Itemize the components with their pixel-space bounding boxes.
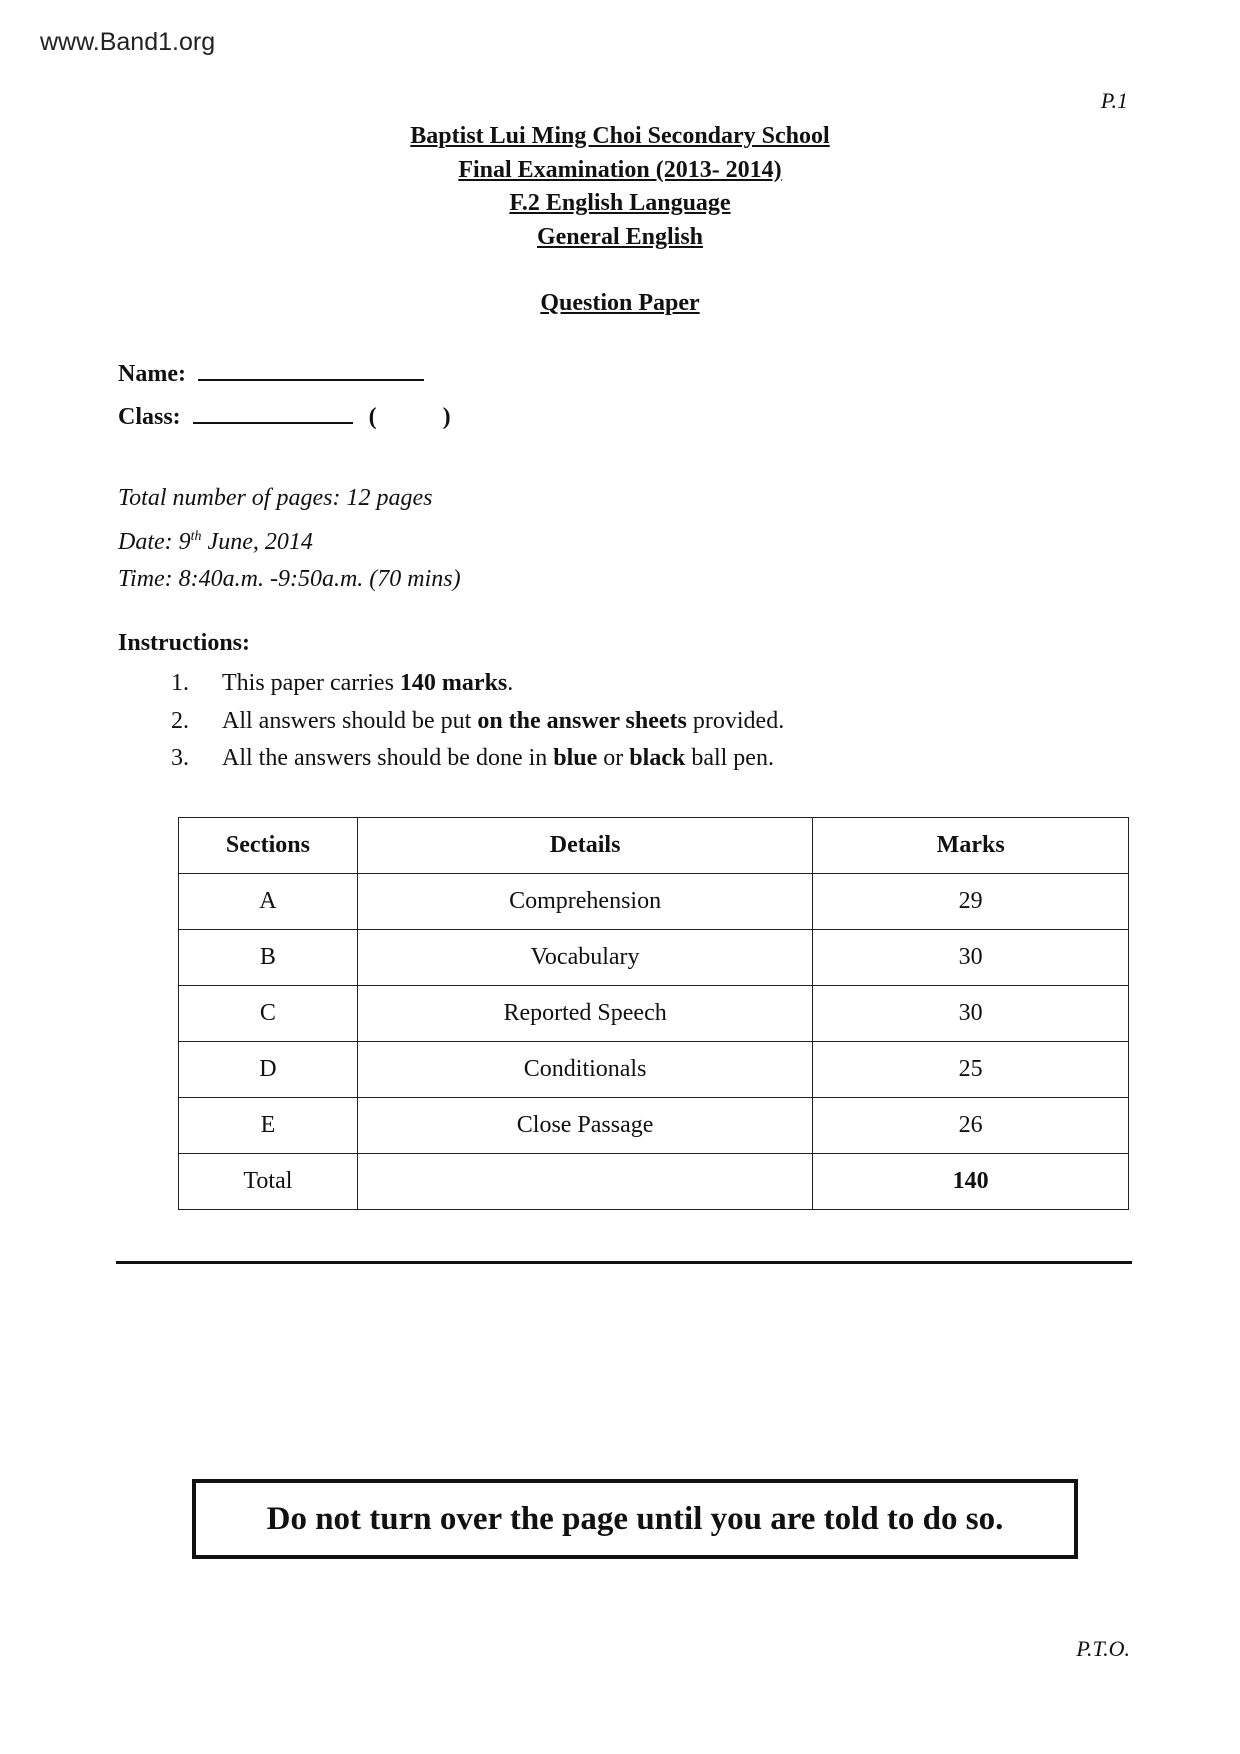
table-row: B Vocabulary 30 (179, 930, 1129, 986)
school-name: Baptist Lui Ming Choi Secondary School (410, 123, 830, 149)
name-label: Name: (118, 361, 186, 387)
table-row: C Reported Speech 30 (179, 986, 1129, 1042)
instruction-item: 3. All the answers should be done in blue or black ball pen. (171, 745, 774, 771)
pto-label: P.T.O. (1076, 1636, 1130, 1661)
exam-header (0, 120, 1240, 321)
total-marks: 140 (813, 1154, 1129, 1210)
table-total-row (179, 1154, 1129, 1210)
watermark: www.Band1.org (40, 28, 216, 56)
subject-title: F.2 English Language (509, 190, 731, 216)
class-label: Class: (118, 404, 181, 430)
class-number-open: ( (368, 404, 377, 430)
name-blank[interactable] (198, 361, 424, 381)
table-row: E Close Passage 26 (179, 1098, 1129, 1154)
header-marks: Marks (813, 818, 1129, 874)
instructions-list (118, 665, 784, 778)
exam-title: Final Examination (2013- 2014) (458, 156, 782, 183)
class-field (118, 404, 451, 431)
divider-line (116, 1261, 1132, 1264)
notice-text: Do not turn over the page until you are told to do so. (266, 1500, 1004, 1537)
paper-title: General English (536, 223, 704, 250)
total-pages: Total number of pages: 12 pages (118, 485, 433, 511)
header-sections: Sections (179, 818, 358, 874)
table-row: D Conditionals 25 (179, 1042, 1129, 1098)
name-field (118, 361, 424, 388)
exam-time: Time: 8:40a.m. -9:50a.m. (70 mins) (118, 566, 461, 592)
instructions-title: Instructions: (118, 630, 251, 656)
exam-info (118, 480, 461, 599)
class-blank[interactable] (193, 404, 353, 424)
class-number-close: ) (442, 404, 451, 430)
page-number: P.1 (1100, 88, 1128, 113)
notice-box (192, 1479, 1078, 1559)
table-header-row (179, 818, 1129, 874)
sections-table (178, 817, 1129, 1210)
instruction-item: 2. All answers should be put on the answer sheets provided. (171, 707, 785, 734)
total-details (357, 1154, 813, 1210)
header-details: Details (357, 818, 813, 874)
exam-date: Date: 9th June, 2014 (118, 528, 313, 555)
paper-type: Question Paper (540, 290, 700, 316)
table-row: A Comprehension 29 (179, 874, 1129, 930)
instruction-item: 1. This paper carries 140 marks. (171, 670, 514, 696)
total-label: Total (179, 1154, 358, 1210)
